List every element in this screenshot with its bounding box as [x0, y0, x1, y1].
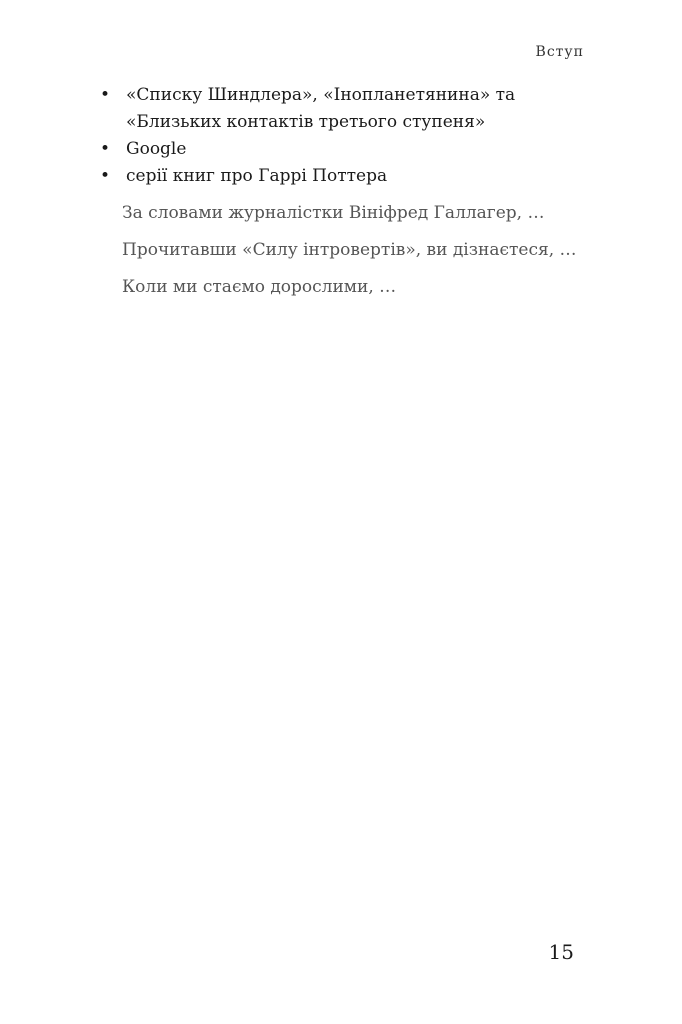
paragraph-start: За словами журналістки Вініфред Галлагер, …	[122, 203, 545, 223]
page-body	[100, 82, 586, 301]
page-number: 15	[548, 940, 574, 964]
bullet-list	[100, 82, 586, 190]
list-item: • «Списку Шиндлера», «Інопланетянина» та «Близьких контактів третього ступеня»	[100, 82, 586, 136]
paragraph-start: Коли ми стаємо дорослими, …	[122, 277, 397, 297]
list-item: • серії книг про Гаррі Поттера	[100, 163, 586, 190]
paragraph-start: Прочитавши «Силу інтровертів», ви дізнаєтеся, …	[122, 240, 577, 260]
running-head: Вступ	[535, 44, 584, 60]
list-item: • Google	[100, 136, 586, 163]
